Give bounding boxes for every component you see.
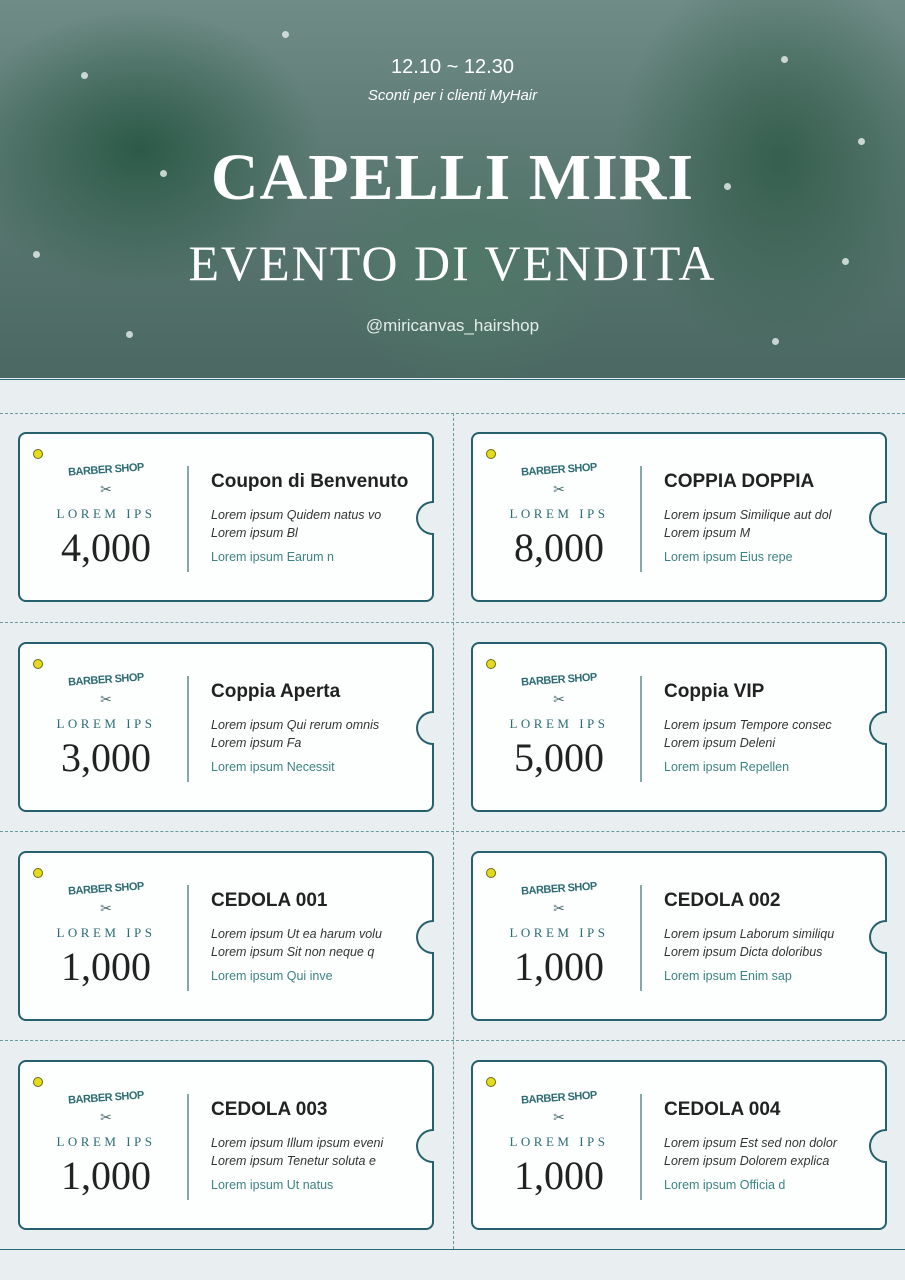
coupon-link[interactable]: Lorem ipsum Officia d [664, 1178, 786, 1192]
scissors-icon: ✂ [100, 691, 112, 707]
scissors-icon: ✂ [553, 481, 565, 497]
scissors-icon: ✂ [100, 900, 112, 916]
divider [187, 885, 189, 991]
divider [0, 1249, 905, 1250]
coupon-card[interactable] [18, 432, 434, 602]
coupon-label: LOREM IPS [509, 506, 609, 521]
divider [640, 676, 642, 782]
coupon-title: CEDOLA 001 [211, 890, 328, 911]
coupon-description: Lorem ipsum Qui rerum omnis [211, 718, 380, 732]
coupon-label: LOREM IPS [56, 716, 156, 731]
coupon-card[interactable] [471, 851, 887, 1021]
hero-banner [0, 0, 905, 378]
yellow-dot-icon [486, 868, 496, 878]
barber-shop-logo: BARBER SHOP [67, 461, 145, 479]
divider [640, 1094, 642, 1200]
coupon-amount: 4,000 [61, 525, 151, 570]
coupon-label: LOREM IPS [509, 716, 609, 731]
yellow-dot-icon [486, 659, 496, 669]
divider [0, 379, 905, 380]
scissors-icon: ✂ [553, 900, 565, 916]
coupon-card[interactable] [471, 432, 887, 602]
coupon-description: Lorem ipsum Bl [211, 526, 298, 540]
yellow-dot-icon [33, 449, 43, 459]
barber-shop-logo: BARBER SHOP [520, 880, 598, 898]
divider [640, 466, 642, 572]
scissors-icon: ✂ [553, 691, 565, 707]
scissors-icon: ✂ [100, 1109, 112, 1125]
divider [640, 885, 642, 991]
scissors-icon: ✂ [100, 481, 112, 497]
coupon-description: Lorem ipsum Quidem natus vo [211, 508, 382, 522]
coupon-label: LOREM IPS [509, 925, 609, 940]
barber-shop-logo: BARBER SHOP [67, 880, 145, 898]
decor-dot [282, 31, 289, 38]
social-handle: @miricanvas_hairshop [365, 316, 540, 335]
coupon-amount: 3,000 [61, 735, 151, 780]
coupon-description: Lorem ipsum Laborum similiqu [664, 927, 835, 941]
ticket-notch [416, 711, 434, 745]
ticket-notch [416, 501, 434, 535]
coupon-amount: 1,000 [514, 1153, 604, 1198]
coupon-link[interactable]: Lorem ipsum Ut natus [211, 1178, 334, 1192]
yellow-dot-icon [486, 1077, 496, 1087]
coupon-amount: 1,000 [61, 1153, 151, 1198]
coupon-description: Lorem ipsum Tempore consec [664, 718, 832, 732]
coupon-description: Lorem ipsum Ut ea harum volu [211, 927, 382, 941]
coupon-title: COPPIA DOPPIA [664, 471, 815, 492]
coupon-description: Lorem ipsum Tenetur soluta e [211, 1154, 376, 1168]
coupon-title: Coppia Aperta [211, 681, 341, 702]
coupon-description: Lorem ipsum Fa [211, 736, 302, 750]
barber-shop-logo: BARBER SHOP [67, 1089, 145, 1107]
cut-line-vertical [453, 413, 454, 1249]
ticket-notch [416, 1129, 434, 1163]
page-title: CAPELLI MIRI [210, 141, 695, 214]
ticket-notch [869, 711, 887, 745]
coupon-label: LOREM IPS [56, 1134, 156, 1149]
coupon-link[interactable]: Lorem ipsum Eius repe [664, 550, 793, 564]
ticket-notch [869, 920, 887, 954]
coupon-amount: 5,000 [514, 735, 604, 780]
coupon-label: LOREM IPS [56, 925, 156, 940]
ticket-notch [869, 1129, 887, 1163]
divider [187, 1094, 189, 1200]
barber-shop-logo: BARBER SHOP [520, 461, 598, 479]
coupon-title: CEDOLA 004 [664, 1099, 781, 1120]
coupon-label: LOREM IPS [56, 506, 156, 521]
coupon-card[interactable] [471, 1060, 887, 1230]
coupon-title: Coppia VIP [664, 681, 765, 702]
coupon-description: Lorem ipsum Dolorem explica [664, 1154, 830, 1168]
yellow-dot-icon [33, 868, 43, 878]
barber-shop-logo: BARBER SHOP [520, 671, 598, 689]
yellow-dot-icon [486, 449, 496, 459]
coupon-title: CEDOLA 003 [211, 1099, 328, 1120]
decor-dot [772, 338, 779, 345]
divider [187, 466, 189, 572]
coupon-description: Lorem ipsum Est sed non dolor [664, 1136, 838, 1150]
event-subtitle: Sconti per i clienti MyHair [367, 87, 538, 104]
scissors-icon: ✂ [553, 1109, 565, 1125]
ticket-notch [869, 501, 887, 535]
coupon-description: Lorem ipsum Sit non neque q [211, 945, 375, 959]
coupon-amount: 1,000 [61, 944, 151, 989]
coupon-link[interactable]: Lorem ipsum Necessit [211, 760, 335, 774]
ticket-notch [416, 920, 434, 954]
coupon-title: Coupon di Benvenuto [211, 471, 409, 492]
coupon-card[interactable] [18, 851, 434, 1021]
yellow-dot-icon [33, 1077, 43, 1087]
coupon-link[interactable]: Lorem ipsum Enim sap [664, 969, 792, 983]
coupon-card[interactable] [18, 642, 434, 812]
coupon-card[interactable] [471, 642, 887, 812]
barber-shop-logo: BARBER SHOP [520, 1089, 598, 1107]
event-dates: 12.10 ~ 12.30 [391, 56, 514, 78]
coupon-amount: 1,000 [514, 944, 604, 989]
coupon-description: Lorem ipsum Similique aut dol [664, 508, 832, 522]
yellow-dot-icon [33, 659, 43, 669]
page-subtitle: EVENTO DI VENDITA [188, 235, 717, 291]
coupon-amount: 8,000 [514, 525, 604, 570]
coupon-description: Lorem ipsum Deleni [664, 736, 776, 750]
coupon-card[interactable] [18, 1060, 434, 1230]
divider [187, 676, 189, 782]
coupon-label: LOREM IPS [509, 1134, 609, 1149]
coupon-description: Lorem ipsum M [664, 526, 751, 540]
coupon-link[interactable]: Lorem ipsum Earum n [211, 550, 334, 564]
coupon-link[interactable]: Lorem ipsum Qui inve [211, 969, 333, 983]
coupon-description: Lorem ipsum Dicta doloribus [664, 945, 823, 959]
coupon-title: CEDOLA 002 [664, 890, 781, 911]
barber-shop-logo: BARBER SHOP [67, 671, 145, 689]
coupon-link[interactable]: Lorem ipsum Repellen [664, 760, 790, 774]
coupon-description: Lorem ipsum Illum ipsum eveni [211, 1136, 384, 1150]
